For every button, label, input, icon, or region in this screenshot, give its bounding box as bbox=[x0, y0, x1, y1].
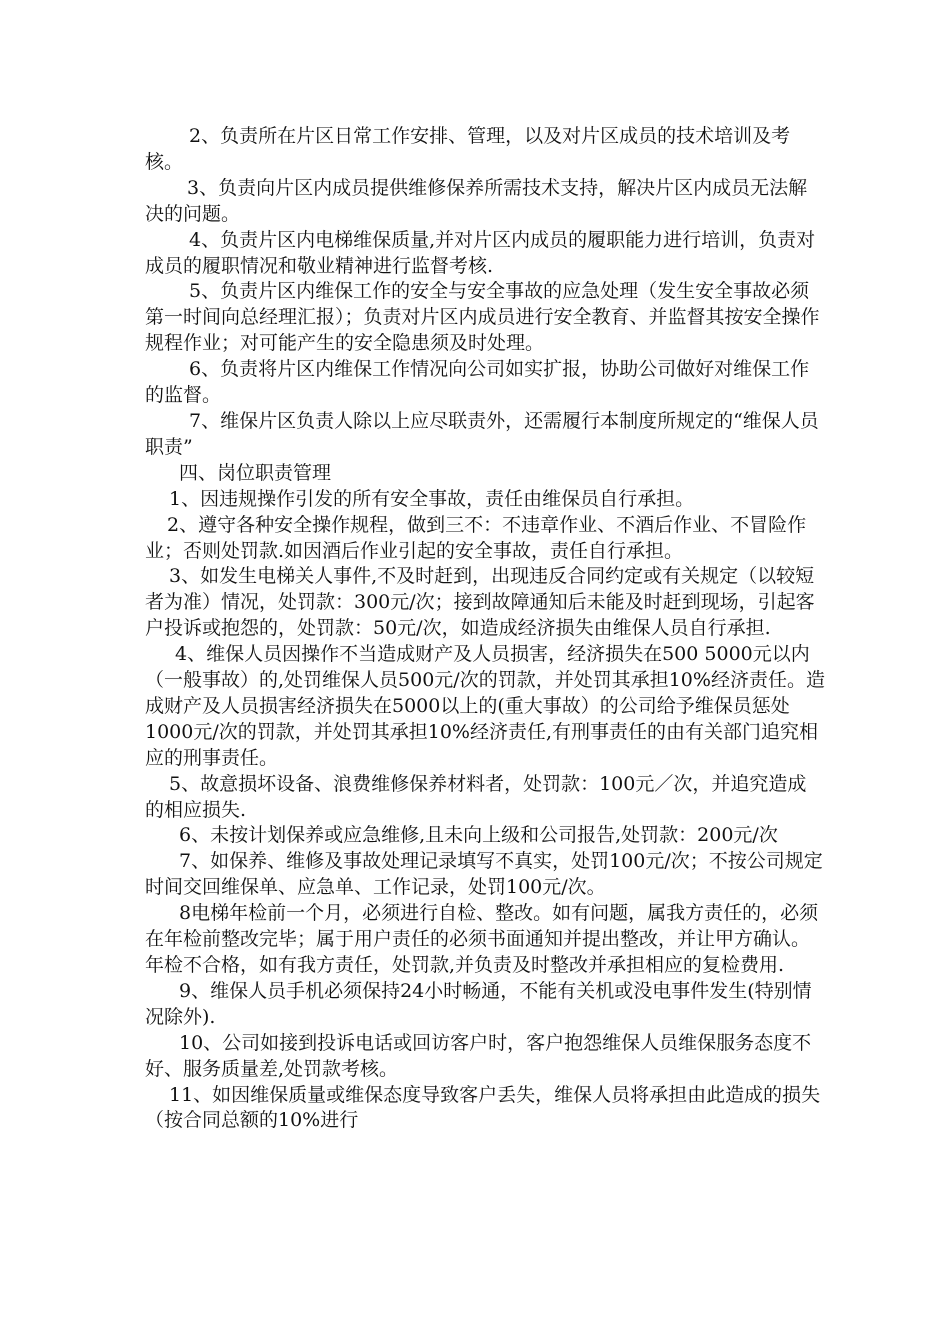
document-body bbox=[145, 124, 825, 1134]
paragraph-4-maintenance-quality: 4、负责片区内电梯维保质量,并对片区内成员的履职能力进行培训，负责对成员的履职情况和敬业精神进行监督考核. bbox=[145, 228, 816, 277]
rule-10-customer-complaints: 10、公司如接到投诉电话或回访客户时，客户抱怨维保人员维保服务态度不好、服务质量差,处罚款考核。 bbox=[145, 1031, 812, 1080]
paragraph-7-additional-duties: 7、维保片区负责人除以上应尽联责外，还需履行本制度所规定的“维保人员职责” bbox=[145, 409, 819, 458]
rule-7-false-records: 7、如保养、维修及事故处理记录填写不真实，处罚100元/次；不按公司规定时间交回维保单、应急单、工作记录，处罚100元/次。 bbox=[145, 850, 823, 899]
paragraph-6-report-to-company: 6、负责将片区内维保工作情况向公司如实扩报，协助公司做好对维保工作的监督。 bbox=[145, 358, 810, 407]
rule-6-unreported-maintenance: 6、未按计划保养或应急维修,且未向上级和公司报告,处罚款：200元/次 bbox=[179, 824, 778, 847]
paragraph-5-safety-emergency: 5、负责片区内维保工作的安全与安全事故的应急处理（发生安全事故必须第一时间向总经理汇报）；负责对片区内成员进行安全教育、并监督其按安全操作规程作业；对可能产生的安全隐患须及时处理。 bbox=[145, 280, 820, 355]
rule-5-equipment-damage: 5、故意损坏设备、浪费维修保养材料者，处罚款：100元／次，并追究造成的相应损失. bbox=[145, 772, 807, 821]
rule-1-safety-accidents: 1、因违规操作引发的所有安全事故，责任由维保员自行承担。 bbox=[169, 487, 695, 510]
rule-3-trapped-passenger-response: 3、如发生电梯关人事件,不及时赶到，出现违反合同约定或有关规定（以较短者为准）情况，处罚款：300元/次；接到故障通知后未能及时赶到现场，引起客户投诉或抱怨的，处罚款：50元/次，如造成经济损失由维保人员自行承担. bbox=[145, 565, 815, 640]
section-heading-job-duties: 四、岗位职责管理 bbox=[179, 461, 332, 484]
paragraph-2-area-management: 2、负责所在片区日常工作安排、管理，以及对片区成员的技术培训及考核。 bbox=[145, 125, 791, 173]
rule-9-phone-availability: 9、维保人员手机必须保持24小时畅通，不能有关机或没电事件发生(特别情况除外). bbox=[145, 979, 812, 1028]
rule-11-customer-loss: 11、如因维保质量或维保态度导致客户丢失，维保人员将承担由此造成的损失（按合同总额的10%进行 bbox=[145, 1083, 821, 1132]
rule-4-property-damage: 4、维保人员因操作不当造成财产及人员损害，经济损失在500 5000元以内（一般事故）的,处罚维保人员500元/次的罚款，并处罚其承担10%经济责任。造成财产及人员损害经济损失在5000以上的(重大事故）的公司给予维保员惩处1000元/次的罚款，并处罚其承担10%经济责任,有刑事责任的由有关部门追究相应的刑事责任。 bbox=[145, 643, 825, 769]
rule-8-annual-inspection: 8电梯年检前一个月，必须进行自检、整改。如有问题，属我方责任的，必须在年检前整改完毕；属于用户责任的必须书面通知并提出整改，并让甲方确认。年检不合格，如有我方责任，处罚款,并负责及时整改并承担相应的复检费用. bbox=[145, 902, 819, 976]
paragraph-3-technical-support: 3、负责向片区内成员提供维修保养所需技术支持，解决片区内成员无法解决的问题。 bbox=[145, 176, 808, 225]
rule-2-safety-procedures: 2、遵守各种安全操作规程，做到三不：不违章作业、不酒后作业、不冒险作业；否则处罚款.如因酒后作业引起的安全事故，责任自行承担。 bbox=[145, 513, 807, 562]
